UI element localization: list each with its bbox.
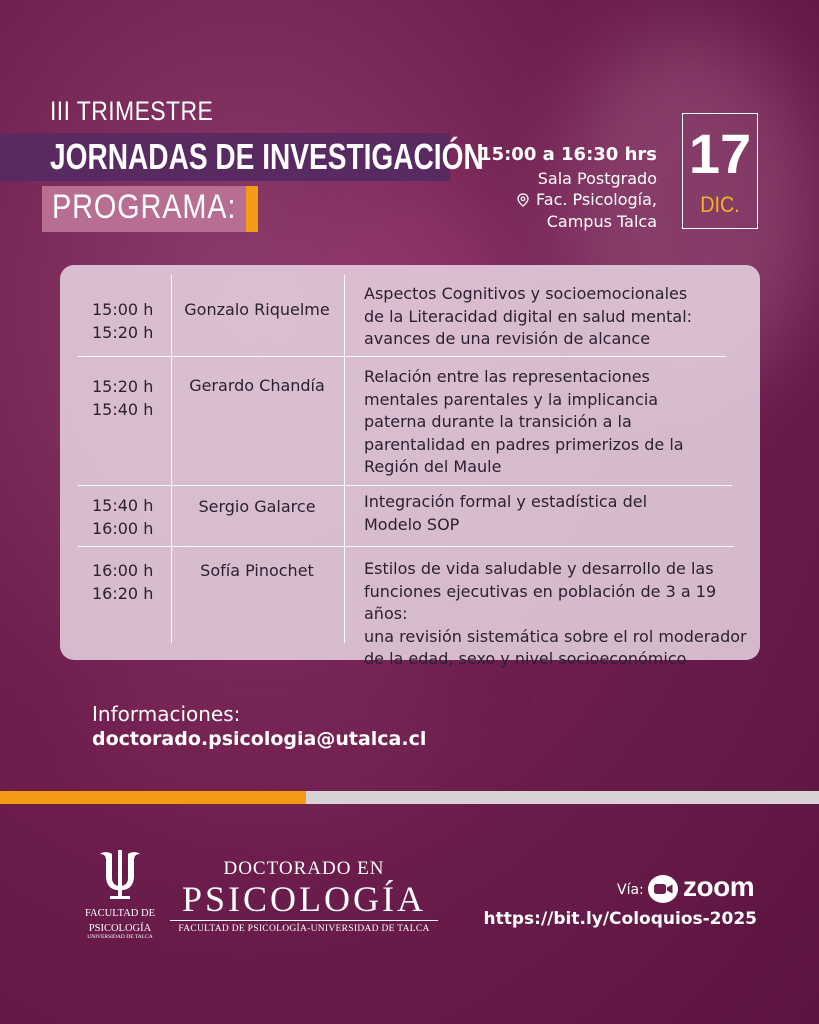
- session-end: 16:20 h: [92, 584, 154, 603]
- program-logo-line: PSICOLOGÍA: [181, 879, 426, 919]
- session-time: [92, 375, 153, 421]
- row-divider: [78, 546, 734, 547]
- session-topic: [364, 366, 754, 479]
- column-divider: [171, 275, 172, 643]
- psi-logo-icon: [94, 848, 146, 900]
- program-accent-bar: [246, 186, 258, 232]
- session-start: 16:00 h: [92, 561, 154, 580]
- program-label: PROGRAMA:: [52, 188, 237, 226]
- program-logo-rule: [170, 920, 438, 921]
- session-speaker: Sofía Pinochet: [200, 561, 314, 580]
- session-start: 15:40 h: [92, 496, 154, 515]
- event-month: DIC.: [700, 192, 740, 217]
- session-topic: [364, 558, 764, 671]
- topic-line: funciones ejecutivas en población de 3 a 19 años:: [364, 581, 717, 623]
- location-pin-icon: [516, 193, 530, 207]
- event-day: 17: [688, 122, 752, 185]
- session-end: 15:20 h: [92, 323, 154, 342]
- topic-line: de la edad, sexo y nivel socioeconómico: [364, 649, 687, 668]
- column-divider: [344, 275, 345, 643]
- topic-line: Modelo SOP: [364, 514, 460, 534]
- zoom-camera-icon: [648, 875, 678, 903]
- row-divider: [78, 356, 726, 357]
- session-end: 16:00 h: [92, 519, 154, 538]
- event-place-text: Fac. Psicología,: [536, 190, 657, 209]
- program-logo-line: DOCTORADO EN: [223, 858, 385, 879]
- topic-line: Integración formal y estadística del: [364, 492, 648, 511]
- event-room: Sala Postgrado: [537, 169, 657, 188]
- faculty-logo-line: PSICOLOGÍA: [88, 923, 152, 934]
- contact-label: Informaciones:: [92, 702, 241, 726]
- trimester-label: III TRIMESTRE: [50, 96, 214, 126]
- zoom-logo: [648, 873, 760, 903]
- topic-line: mentales parentales y la implicancia: [364, 389, 659, 409]
- topic-line: de la Literacidad digital en salud mental:: [364, 306, 693, 326]
- topic-line: Relación entre las representaciones: [364, 367, 650, 386]
- session-time: [92, 298, 153, 344]
- accent-strip-orange: [0, 791, 306, 804]
- topic-line: paterna durante la transición a la: [364, 412, 632, 431]
- faculty-logo-line: FACULTAD DE: [84, 908, 156, 919]
- session-start: 15:00 h: [92, 300, 154, 319]
- topic-line: Aspectos Cognitivos y socioemocionales: [364, 284, 688, 303]
- zoom-wordmark: zoom: [683, 871, 755, 902]
- date-box: [682, 113, 758, 229]
- session-end: 15:40 h: [92, 400, 154, 419]
- event-title: JORNADAS DE INVESTIGACIÓN: [50, 136, 484, 177]
- meeting-link[interactable]: https://bit.ly/Coloquios-2025: [483, 909, 757, 929]
- session-speaker: Gonzalo Riquelme: [184, 300, 330, 319]
- event-place: [516, 190, 657, 209]
- row-divider: [78, 485, 732, 486]
- session-start: 15:20 h: [92, 377, 154, 396]
- program-logo-line: FACULTAD DE PSICOLOGÍA-UNIVERSIDAD DE TALCA: [178, 924, 430, 934]
- event-time: 15:00 a 16:30 hrs: [479, 144, 657, 165]
- program-logo: [170, 858, 438, 934]
- faculty-logo-line: UNIVERSIDAD DE TALCA: [87, 934, 153, 940]
- topic-line: Región del Maule: [364, 457, 502, 476]
- schedule-panel: [60, 265, 760, 668]
- accent-strip-gray: [306, 791, 819, 804]
- event-campus: Campus Talca: [546, 212, 657, 231]
- contact-email-link[interactable]: doctorado.psicologia@utalca.cl: [92, 728, 427, 750]
- topic-line: parentalidad en padres primerizos de la: [364, 434, 684, 454]
- via-label: Vía:: [617, 882, 644, 898]
- topic-line: Estilos de vida saludable y desarrollo de las: [364, 559, 714, 578]
- topic-line: una revisión sistemática sobre el rol moderador: [364, 626, 747, 646]
- topic-line: avances de una revisión de alcance: [364, 329, 651, 348]
- session-time: [92, 559, 153, 605]
- faculty-logo: [82, 848, 158, 941]
- session-speaker: Sergio Galarce: [198, 497, 316, 516]
- session-speaker: Gerardo Chandía: [189, 376, 325, 395]
- session-time: [92, 494, 153, 540]
- session-topic: [364, 491, 754, 536]
- session-topic: [364, 283, 754, 351]
